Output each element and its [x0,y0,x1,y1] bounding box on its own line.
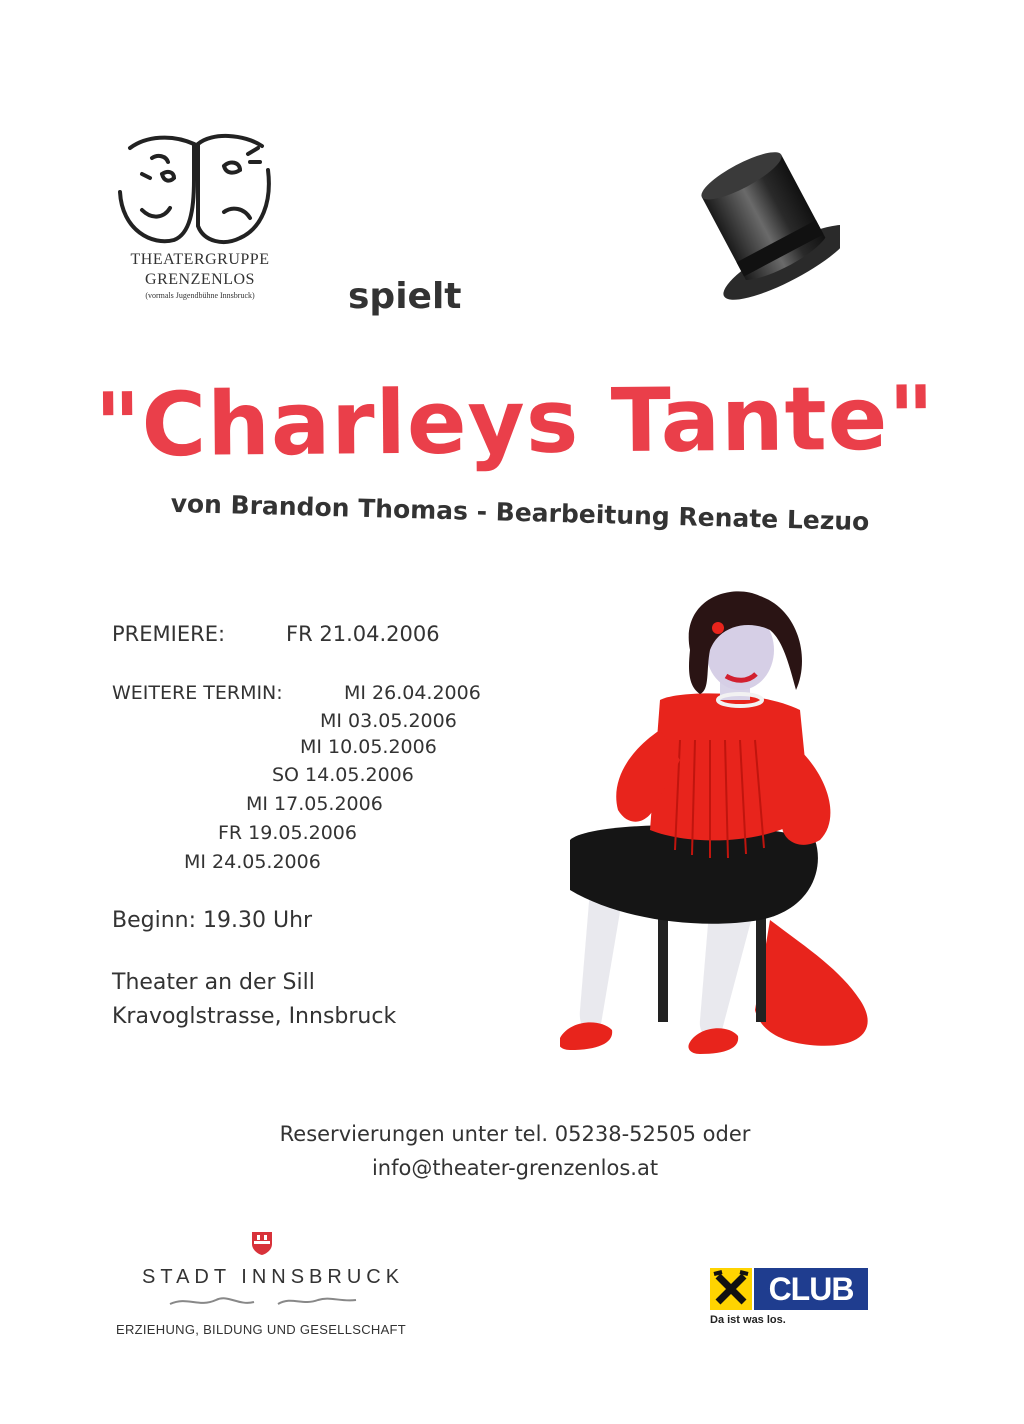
premiere-label: PREMIERE: [112,622,226,646]
city-sponsor-name: STADT INNSBRUCK [142,1266,405,1288]
further-date: MI 03.05.2006 [320,710,457,732]
logo-line-1: THEATERGRUPPE [130,251,270,268]
venue-name: Theater an der Sill [112,970,315,995]
start-time: Beginn: 19.30 Uhr [112,908,313,933]
club-tagline: Da ist was los. [710,1314,786,1326]
spielt-text: spielt [348,276,462,317]
city-signature-flourish [168,1292,358,1310]
play-title: "Charleys Tante" [94,366,936,477]
premiere-date: FR 21.04.2006 [286,622,440,646]
further-date: FR 19.05.2006 [218,822,357,844]
further-date: MI 26.04.2006 [344,682,481,704]
city-emblem-icon [250,1230,274,1256]
reservation-phone: Reservierungen unter tel. 05238-52505 oder [279,1122,751,1146]
author-credit: von Brandon Thomas - Bearbeitung Renate Lezuo [170,488,870,537]
city-department: ERZIEHUNG, BILDUNG UND GESELLSCHAFT [116,1322,407,1337]
club-wordmark: CLUB [754,1268,868,1310]
raiffeisen-cross-icon [710,1268,752,1310]
reservation-email: info@theater-grenzenlos.at [371,1156,659,1180]
further-dates-label: WEITERE TERMIN: [112,682,283,704]
further-date: SO 14.05.2006 [272,764,414,786]
theater-group-name [100,250,300,302]
logo-line-2: GRENZENLOS [145,271,255,288]
club-logo [710,1268,868,1310]
charleys-aunt-illustration [560,590,890,1090]
further-date: MI 10.05.2006 [300,736,437,758]
top-hat-icon [690,140,840,300]
further-date: MI 24.05.2006 [184,851,321,873]
further-date: MI 17.05.2006 [246,793,383,815]
theater-masks-icon [112,130,282,248]
logo-line-3: (vormals Jugendbühne Innsbruck) [145,291,255,300]
venue-address: Kravoglstrasse, Innsbruck [112,1004,397,1029]
